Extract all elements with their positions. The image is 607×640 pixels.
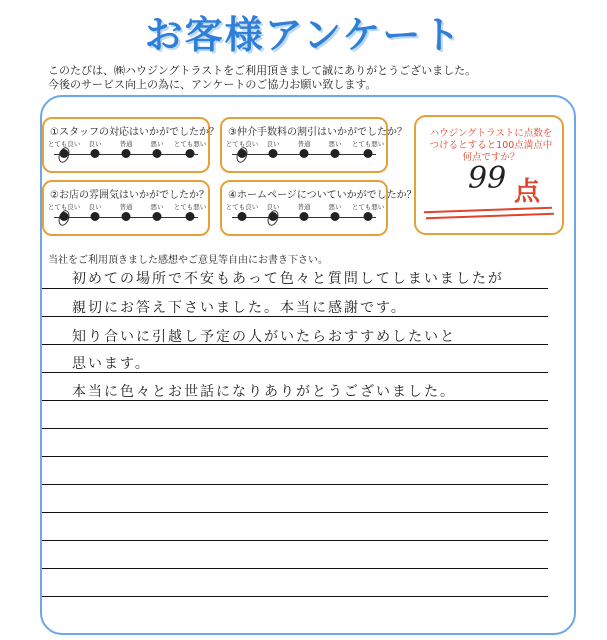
scale-label-very-bad: とても悪い (173, 140, 207, 148)
radio-good[interactable] (91, 212, 100, 221)
score-prompt-line-3: 何点ですか？ (462, 152, 520, 163)
radio-very-bad[interactable] (186, 149, 195, 158)
scale-label-average: 普通 (119, 140, 133, 148)
ruled-line (42, 596, 548, 597)
ruled-line (42, 428, 548, 429)
radio-good[interactable] (269, 149, 278, 158)
selected-circle-mark (57, 146, 72, 164)
comment-line-5: 本当に色々とお世話になりありがとうございました。 (72, 384, 456, 400)
ruled-line (42, 540, 548, 541)
ruled-line (42, 512, 548, 513)
ruled-line (42, 456, 548, 457)
question-1-box (42, 117, 219, 173)
ruled-line (42, 316, 548, 317)
selected-circle-mark (57, 209, 72, 227)
handwritten-score: 99 (468, 161, 507, 196)
question-4-title: ④ホームページについていかがでしたか？ (228, 190, 417, 201)
question-2-title: ②お店の雰囲気はいかがでしたか？ (50, 190, 209, 201)
comments-label: 当社をご利用頂きました感想やご意見等自由にお書き下さい。 (48, 255, 328, 266)
ruled-line (42, 568, 548, 569)
selected-circle-mark (235, 146, 250, 164)
scale-label-average: 普通 (119, 203, 133, 211)
ruled-line (42, 372, 548, 373)
score-underline (426, 213, 554, 219)
score-box (414, 115, 564, 235)
intro-line-2: 今後のサービス向上の為に、アンケートのご協力お願い致します。 (48, 78, 377, 91)
question-4-box (220, 180, 417, 236)
question-1-scale (47, 139, 207, 169)
radio-good[interactable] (91, 149, 100, 158)
comment-line-3: 知り合いに引越し予定の人がいたらおすすめしたいと (72, 329, 457, 345)
scale-label-very-good: とても良い (225, 203, 259, 211)
scale-label-good: 良い (266, 140, 280, 148)
score-prompt-line-1: ハウジングトラストに点数を (429, 128, 553, 139)
score-prompt-line-2: つけるとすると100点満点中 (429, 140, 553, 151)
score-unit: 点 (514, 177, 541, 207)
scale-label-good: 良い (88, 203, 102, 211)
radio-very-bad[interactable] (364, 212, 373, 221)
comment-line-4: 思います。 (72, 356, 151, 372)
radio-average[interactable] (300, 212, 309, 221)
scale-label-very-bad: とても悪い (351, 203, 385, 211)
radio-very-bad[interactable] (186, 212, 195, 221)
score-underline (424, 207, 552, 213)
ruled-line (42, 288, 548, 289)
question-1-title: ①スタッフの対応はいかがでしたか？ (50, 127, 219, 138)
survey-title: お客様アンケート (144, 13, 463, 57)
ruled-line (42, 484, 548, 485)
question-3-title: ③仲介手数料の割引はいかがでしたか？ (228, 127, 407, 138)
scale-label-very-bad: とても悪い (173, 203, 207, 211)
selected-circle-mark (266, 209, 281, 227)
comment-line-2: 親切にお答え下さいました。本当に感謝です。 (72, 300, 407, 316)
scale-label-good: 良い (266, 203, 280, 211)
ruled-line (42, 344, 548, 345)
scale-label-bad: 悪い (328, 140, 342, 148)
scale-label-good: 良い (88, 140, 102, 148)
scale-label-average: 普通 (297, 203, 311, 211)
intro-line-1: このたびは、㈱ハウジングトラストをご利用頂きまして誠にありがとうございました。 (48, 64, 477, 77)
radio-average[interactable] (122, 212, 131, 221)
question-3-scale (225, 139, 385, 169)
scale-label-very-bad: とても悪い (351, 140, 385, 148)
scale-label-bad: 悪い (150, 140, 164, 148)
radio-average[interactable] (300, 149, 309, 158)
radio-bad[interactable] (331, 212, 340, 221)
scale-label-very-good: とても良い (47, 203, 81, 211)
radio-average[interactable] (122, 149, 131, 158)
radio-bad[interactable] (331, 149, 340, 158)
scale-label-bad: 悪い (328, 203, 342, 211)
question-3-box (220, 117, 407, 173)
scale-label-average: 普通 (297, 140, 311, 148)
radio-very-good[interactable] (238, 212, 247, 221)
scale-label-very-good: とても良い (47, 140, 81, 148)
scale-label-bad: 悪い (150, 203, 164, 211)
radio-bad[interactable] (153, 149, 162, 158)
question-4-scale (225, 202, 385, 232)
question-2-box (42, 180, 210, 236)
radio-very-bad[interactable] (364, 149, 373, 158)
radio-bad[interactable] (153, 212, 162, 221)
comment-line-1: 初めての場所で不安もあって色々と質問してしまいましたが (72, 271, 504, 287)
scale-label-very-good: とても良い (225, 140, 259, 148)
question-2-scale (47, 202, 207, 232)
ruled-line (42, 400, 548, 401)
